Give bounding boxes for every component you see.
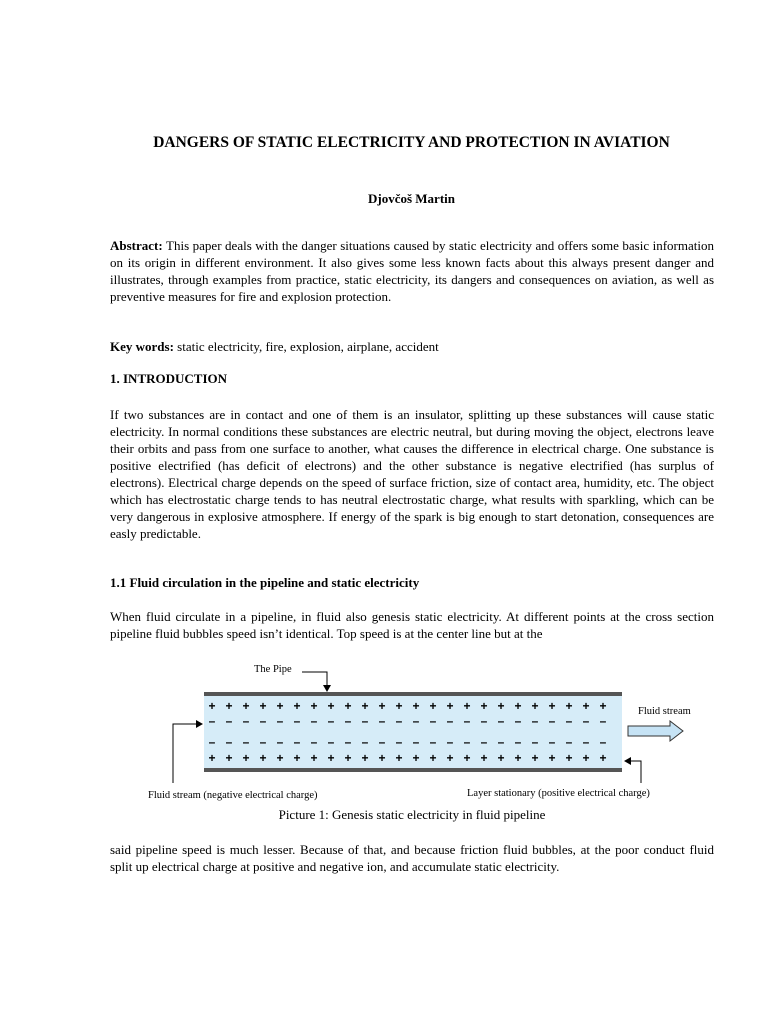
plus-charge: + [327,699,335,713]
minus-charge: – [259,714,267,728]
plus-charge: + [497,699,505,713]
plus-charge: + [497,751,505,765]
label-positive-charge: Layer stationary (positive electrical charge) [467,788,650,799]
minus-charge: – [480,735,488,749]
plus-charge: + [259,751,267,765]
plus-charge: + [395,699,403,713]
plus-charge: + [310,751,318,765]
plus-charge: + [599,751,607,765]
plus-charge: + [565,751,573,765]
minus-charge: – [412,714,420,728]
pipeline-figure [0,655,768,825]
plus-charge: + [293,751,301,765]
minus-charge: – [378,714,386,728]
minus-charge: – [361,714,369,728]
plus-charge: + [463,699,471,713]
minus-charge: – [259,735,267,749]
minus-charge: – [497,714,505,728]
plus-charge: + [208,699,216,713]
minus-charge: – [395,714,403,728]
plus-charge: + [565,699,573,713]
section-heading-introduction: 1. INTRODUCTION [110,371,228,386]
minus-charge: – [531,714,539,728]
plus-charge: + [429,699,437,713]
plus-charge: + [480,699,488,713]
pipe-wall-bottom [204,768,622,772]
plus-charge: + [395,751,403,765]
minus-charge: – [344,714,352,728]
minus-charge: – [208,735,216,749]
plus-charge: + [310,699,318,713]
plus-charge: + [361,699,369,713]
minus-charge: – [225,735,233,749]
minus-charge: – [548,735,556,749]
minus-charge: – [463,735,471,749]
plus-charge: + [548,699,556,713]
plus-charge: + [582,699,590,713]
minus-charge: – [463,714,471,728]
pipeline-diagram [0,655,768,825]
minus-charge: – [582,714,590,728]
minus-charge: – [276,714,284,728]
plus-charge: + [412,751,420,765]
plus-charge: + [259,699,267,713]
introduction-paragraph: If two substances are in contact and one of them is an insulator, splitting up these substances will cause static electricity. In normal conditions these substances are electric neutral, but during moving the object, electrons leave their orbits and pass from one surface to another, what causes the difference in electrical charge. One substance is positive electrified (has deficit of electrons) and the other substance is negative electrified (has surplus of electrons). Electrical charge depends on the speed of surface friction, size of contact area, humidity, etc. The object which has electrostatic charge tends to has neutral electrostatic charge, what results with sparkling, which can be very dangerous in explosive atmosphere. If energy of the spark is big enough to start detonation, consequences are easly predictable. [110,407,714,541]
minus-charge: – [242,735,250,749]
keywords [110,338,714,355]
fluid-stream-arrow-icon [628,721,683,741]
minus-charge: – [327,714,335,728]
minus-charge: – [412,735,420,749]
minus-charge: – [293,735,301,749]
plus-charge: + [514,751,522,765]
minus-charge: – [208,714,216,728]
minus-charge: – [582,735,590,749]
minus-charge: – [429,714,437,728]
minus-charge: – [310,735,318,749]
label-negative-charge: Fluid stream (negative electrical charge) [148,790,318,801]
minus-charge: – [446,714,454,728]
minus-charge: – [497,735,505,749]
plus-charge: + [276,751,284,765]
minus-charge: – [429,735,437,749]
pipe-wall-top [204,692,622,696]
pipeline-speed-paragraph: said pipeline speed is much lesser. Because of that, and because friction fluid bubbles, at the poor conduct fluid split up electrical charge at positive and negative ion, and accumulate static electricity. [110,842,714,874]
label-fluid-stream: Fluid stream [638,706,691,717]
plus-charge: + [242,751,250,765]
keywords-text: static electricity, fire, explosion, airplane, accident [173,339,439,354]
plus-charge: + [531,699,539,713]
minus-charge: – [276,735,284,749]
minus-charge: – [293,714,301,728]
pipe-pointer-arrowhead [323,685,331,692]
negative-pointer-arrowhead [196,720,203,728]
plus-charge: + [378,751,386,765]
abstract-label: Abstract: [110,238,163,253]
plus-charge: + [514,699,522,713]
plus-charge: + [344,751,352,765]
plus-charge: + [225,699,233,713]
plus-charge: + [276,699,284,713]
minus-charge: – [565,735,573,749]
label-the-pipe: The Pipe [254,664,292,675]
plus-charge: + [446,699,454,713]
plus-charge: + [548,751,556,765]
plus-charge: + [599,699,607,713]
plus-charge: + [412,699,420,713]
negative-pointer-line [173,724,199,783]
minus-charge: – [565,714,573,728]
minus-charge: – [361,735,369,749]
plus-charge: + [531,751,539,765]
plus-charge: + [242,699,250,713]
plus-charge: + [293,699,301,713]
minus-charge: – [480,714,488,728]
layer-pointer-arrowhead [624,757,631,765]
figure-caption: Picture 1: Genesis static electricity in fluid pipeline [278,807,546,822]
pipe-pointer-line [302,672,327,689]
minus-charge: – [378,735,386,749]
fluid-circulation-paragraph: When fluid circulate in a pipeline, in fluid also genesis static electricity. At different points at the cross section pipeline fluid bubbles speed isn’t identical. Top speed is at the center line but at the [110,609,714,641]
minus-charge: – [225,714,233,728]
plus-charge: + [463,751,471,765]
author-name: Djovčoš Martin [367,191,455,206]
minus-charge: – [242,714,250,728]
minus-charge: – [446,735,454,749]
minus-charge: – [514,714,522,728]
plus-charge: + [344,699,352,713]
plus-charge: + [446,751,454,765]
keywords-label: Key words: [110,339,174,354]
plus-charge: + [208,751,216,765]
minus-charge: – [395,735,403,749]
abstract-text: This paper deals with the danger situations caused by static electricity and offers some basic information on its origin in different environment. It also gives some less known facts about this always present danger and illustrates, through examples from practice, static electricity, its dangers and consequences on aviation, as well as preventive measures for fire and explosion protection. [110,238,714,304]
plus-charge: + [582,751,590,765]
minus-charge: – [548,714,556,728]
minus-charge: – [327,735,335,749]
minus-charge: – [531,735,539,749]
plus-charge: + [429,751,437,765]
minus-charge: – [599,735,607,749]
minus-charge: – [344,735,352,749]
minus-charge: – [599,714,607,728]
plus-charge: + [361,751,369,765]
minus-charge: – [310,714,318,728]
abstract [110,237,714,305]
plus-charge: + [225,751,233,765]
section-heading-fluid-circulation: 1.1 Fluid circulation in the pipeline and static electricity [110,575,420,590]
plus-charge: + [378,699,386,713]
minus-charge: – [514,735,522,749]
plus-charge: + [327,751,335,765]
paper-title: DANGERS OF STATIC ELECTRICITY AND PROTECTION IN AVIATION [153,134,670,151]
plus-charge: + [480,751,488,765]
